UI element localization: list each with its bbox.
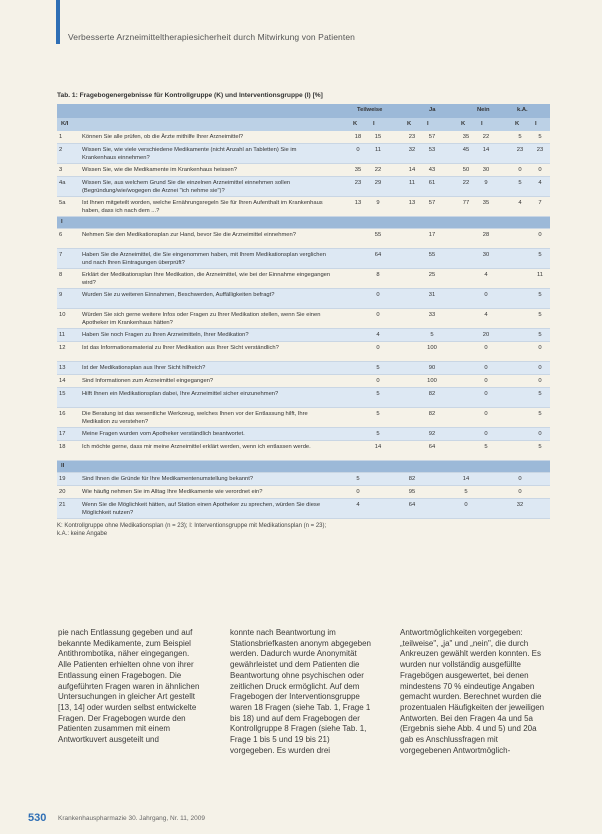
column-header-k: K [353, 121, 358, 127]
row-value: 35 [462, 134, 470, 140]
row-value: 22 [462, 180, 470, 186]
row-question: Ist Ihnen mitgeteilt worden, welche Ernährungsregeln Sie für Ihren Aufenthalt im Krankenhaus haben, dass ich nach dem ...? [82, 200, 323, 214]
row-value: 0 [356, 489, 360, 495]
row-value: 5 [356, 476, 360, 482]
row-number: 20 [59, 489, 66, 495]
row-value: 32 [408, 147, 416, 153]
row-value: 5 [430, 332, 434, 338]
table-row [57, 342, 550, 362]
body-column-3 [400, 628, 546, 756]
row-value: 5 [538, 391, 542, 397]
row-number: 4a [59, 180, 66, 186]
row-value: 33 [428, 312, 436, 318]
row-value: 0 [538, 167, 542, 173]
row-value: 0 [464, 502, 468, 508]
row-value: 11 [408, 180, 416, 186]
row-value: 0 [376, 345, 380, 351]
row-number: 11 [59, 332, 66, 338]
group-header: k.A. [517, 107, 528, 113]
row-value: 0 [376, 292, 380, 298]
column-header-i: I [427, 121, 429, 127]
row-value: 55 [374, 232, 382, 238]
row-value: 31 [428, 292, 436, 298]
row-number: 14 [59, 378, 66, 384]
body-text: konnte nach Beantwortung im Stationsbriefkasten anonym abgegeben werden. Dadurch wurde Anonymität gewährleistet und dem Patienten die Beantwortung ohne psychischen oder zeitlichen Druck ermöglicht. Auf dem Fragebogen der Interventionsgruppe waren 18 Fragen (siehe Tab. 1, Frage 1 bis 18) und auf dem Fragebogen der Kontrollgruppe 8 Fragen (siehe Tab. 1, Frage 1 bis 5 und 19 bis 21) vorgegeben. Es wurden drei [230, 628, 371, 755]
row-question: Wissen Sie, wie die Medikamente im Krankenhaus heissen? [82, 167, 237, 173]
row-value: 0 [538, 378, 542, 384]
section-label: II [61, 463, 65, 469]
table-row [57, 144, 550, 164]
row-value: 64 [428, 444, 436, 450]
row-number: 1 [59, 134, 63, 140]
row-value: 28 [482, 232, 490, 238]
row-value: 61 [428, 180, 436, 186]
group-header: Teilweise [357, 107, 383, 113]
row-value: 64 [374, 252, 382, 258]
row-value: 22 [374, 167, 382, 173]
row-value: 55 [428, 252, 436, 258]
page-number: 530 [28, 812, 47, 824]
row-value: 5 [538, 411, 542, 417]
row-value: 4 [484, 312, 488, 318]
row-value: 5 [518, 134, 522, 140]
row-value: 82 [408, 476, 416, 482]
row-value: 17 [428, 232, 436, 238]
table-row [57, 329, 550, 342]
table-body [57, 131, 550, 519]
table-row [57, 197, 550, 217]
row-value: 0 [484, 345, 488, 351]
table-section-row [57, 461, 550, 473]
row-number: 12 [59, 345, 66, 351]
row-value: 35 [482, 200, 490, 206]
row-question: Erklärt der Medikationsplan Ihre Medikation, die Arzneimittel, wie bei der Einnahme eingegangen wird? [82, 272, 331, 286]
row-value: 4 [356, 502, 360, 508]
row-value: 8 [376, 272, 380, 278]
row-number: 3 [59, 167, 63, 173]
row-value: 82 [428, 411, 436, 417]
row-number: 2 [59, 147, 63, 153]
table-row [57, 428, 550, 441]
row-value: 90 [428, 365, 436, 371]
row-value: 0 [484, 391, 488, 397]
column-header-k: K [461, 121, 466, 127]
row-question: Haben Sie die Arzneimittel, die Sie eingenommen haben, mit Ihrem Medikationsplan verglichen und nach Ihren Eintragungen überprüft? [82, 252, 326, 266]
row-value: 5 [376, 431, 380, 437]
body-column-2 [230, 628, 376, 756]
row-value: 5 [518, 180, 522, 186]
table-row [57, 388, 550, 408]
row-value: 5 [376, 411, 380, 417]
row-value: 4 [484, 272, 488, 278]
row-value: 30 [482, 252, 490, 258]
table-row [57, 177, 550, 197]
row-value: 50 [462, 167, 470, 173]
row-number: 10 [59, 312, 66, 318]
row-value: 45 [462, 147, 470, 153]
row-value: 14 [408, 167, 416, 173]
table-row [57, 441, 550, 461]
table-row [57, 408, 550, 428]
row-number: 8 [59, 272, 63, 278]
row-value: 100 [427, 378, 437, 384]
row-number: 5a [59, 200, 66, 206]
row-question: Wissen Sie, wie viele verschiedene Medikamente (nicht Anzahl an Tabletten) Sie im Krankenhaus einnehmen? [82, 147, 297, 161]
row-value: 0 [518, 476, 522, 482]
row-value: 5 [538, 332, 542, 338]
row-value: 0 [538, 365, 542, 371]
row-question: Ich möchte gerne, dass mir meine Arzneimittel erklärt werden, wenn ich entlassen werde. [82, 444, 311, 450]
row-question: Die Beratung ist das wesentliche Werkzeug, welches Ihnen vor der Entlassung hilft, Ihre Medikation zu verstehen? [82, 411, 308, 425]
table-row [57, 164, 550, 177]
column-header-i: I [535, 121, 537, 127]
table-header-ki [57, 118, 550, 131]
column-header-k: K [407, 121, 412, 127]
row-number: 18 [59, 444, 66, 450]
row-question: Wissen Sie, aus welchem Grund Sie die einzelnen Arzneimittel einnehmen sollen (Begründung/wie/wogegen die Arznei "ich nehme sie")? [82, 180, 291, 194]
row-value: 5 [376, 365, 380, 371]
row-value: 14 [482, 147, 490, 153]
row-question: Haben Sie noch Fragen zu Ihren Arzneimitteln, Ihrer Medikation? [82, 332, 249, 338]
table-row [57, 309, 550, 329]
row-value: 15 [374, 134, 382, 140]
row-value: 53 [428, 147, 436, 153]
results-table [57, 104, 550, 519]
row-value: 0 [484, 292, 488, 298]
row-number: 6 [59, 232, 63, 238]
accent-bar [56, 0, 60, 44]
journal-line: Krankenhauspharmazie 30. Jahrgang, Nr. 11, 2009 [58, 815, 205, 822]
section-label: I [61, 219, 63, 225]
group-header: Nein [477, 107, 490, 113]
row-value: 4 [538, 180, 542, 186]
row-value: 25 [428, 272, 436, 278]
row-question: Sind Ihnen die Gründe für Ihre Medikamentenumstellung bekannt? [82, 476, 254, 482]
table-caption: Tab. 1: Fragebogenergebnisse für Kontrollgruppe (K) und Interventionsgruppe (I) [%] [57, 92, 323, 99]
running-head: Verbesserte Arzneimitteltherapiesicherheit durch Mitwirkung von Patienten [68, 32, 355, 42]
column-header-k: K [515, 121, 520, 127]
row-value: 4 [376, 332, 380, 338]
row-value: 0 [484, 365, 488, 371]
row-value: 4 [518, 200, 522, 206]
table-row [57, 375, 550, 388]
row-value: 95 [408, 489, 416, 495]
row-value: 7 [538, 200, 542, 206]
row-value: 29 [374, 180, 382, 186]
row-value: 9 [484, 180, 488, 186]
row-value: 23 [516, 147, 524, 153]
row-value: 57 [428, 200, 436, 206]
table-row [57, 362, 550, 375]
table-row [57, 486, 550, 499]
row-value: 23 [408, 134, 416, 140]
row-number: 19 [59, 476, 66, 482]
row-number: 21 [59, 502, 66, 508]
row-number: 13 [59, 365, 66, 371]
row-question: Wie häufig nehmen Sie im Alltag Ihre Medikamente wie verordnet ein? [82, 489, 263, 495]
table-row [57, 289, 550, 309]
row-question: Würden Sie sich gerne weitere Infos oder Fragen zu Ihrer Medikation stellen, wenn Sie einen Apotheker im Krankenhaus hätten? [82, 312, 321, 326]
row-number: 16 [59, 411, 66, 417]
column-header-i: I [373, 121, 375, 127]
footnote: k.A.: keine Angabe [57, 531, 108, 537]
footnote: K: Kontrollgruppe ohne Medikationsplan (n = 23); I: Interventionsgruppe mit Medikationsplan (n = 23); [57, 523, 327, 529]
row-value: 13 [408, 200, 416, 206]
row-value: 43 [428, 167, 436, 173]
row-value: 30 [482, 167, 490, 173]
row-question: Hilft Ihnen ein Medikationsplan dabei, Ihre Arzneimittel sicher einzunehmen? [82, 391, 279, 397]
row-number: 9 [59, 292, 63, 298]
table-section-row [57, 217, 550, 229]
row-value: 0 [484, 378, 488, 384]
row-value: 0 [538, 232, 542, 238]
row-value: 5 [376, 391, 380, 397]
row-question: Nehmen Sie den Medikationsplan zur Hand, bevor Sie die Arzneimittel einnehmen? [82, 232, 296, 238]
row-value: 5 [538, 134, 542, 140]
row-value: 0 [518, 489, 522, 495]
row-value: 0 [538, 431, 542, 437]
table-row [57, 249, 550, 269]
row-value: 5 [464, 489, 468, 495]
row-value: 57 [428, 134, 436, 140]
row-value: 11 [374, 147, 382, 153]
row-question: Wenn Sie die Möglichkeit hätten, auf Station einen Apotheker zu sprechen, würden Sie diese Möglichkeit nutzen? [82, 502, 321, 516]
row-value: 5 [538, 444, 542, 450]
row-question: Ist der Medikationsplan aus Ihrer Sicht hilfreich? [82, 365, 206, 371]
row-value: 13 [354, 200, 362, 206]
row-value: 0 [484, 411, 488, 417]
row-value: 77 [462, 200, 470, 206]
row-value: 64 [408, 502, 416, 508]
row-value: 5 [538, 292, 542, 298]
row-number: 17 [59, 431, 66, 437]
row-value: 23 [354, 180, 362, 186]
row-value: 32 [516, 502, 524, 508]
row-value: 0 [538, 345, 542, 351]
row-value: 82 [428, 391, 436, 397]
row-value: 0 [484, 431, 488, 437]
column-header-question: K/I [61, 121, 69, 127]
row-value: 0 [356, 147, 360, 153]
table-row [57, 229, 550, 249]
table-row [57, 499, 550, 519]
body-text: pie nach Entlassung gegeben und auf bekannte Medikamente, zum Beispiel Antithrombotika, näher eingegangen. Alle Patienten erhielten ohne von ihrer Entlassung einen Fragebogen. Die aufgeführten Fragen waren in ähnlichen Untersuchungen in gleicher Art gestellt [13, 14] oder wurden selbst entwickelte Fragen. Der Fragebogen wurde den Patienten zusammen mit einem Antwortkuvert ausgeteilt und [58, 628, 200, 745]
row-value: 5 [484, 444, 488, 450]
row-question: Sind Informationen zum Arzneimittel eingegangen? [82, 378, 214, 384]
row-question: Ist das Informationsmaterial zu Ihrer Medikation aus Ihrer Sicht verständlich? [82, 345, 279, 351]
row-value: 0 [518, 167, 522, 173]
row-value: 14 [462, 476, 470, 482]
row-value: 0 [376, 312, 380, 318]
row-value: 100 [427, 345, 437, 351]
row-value: 0 [376, 378, 380, 384]
row-value: 92 [428, 431, 436, 437]
page-footer [0, 798, 602, 834]
row-number: 15 [59, 391, 66, 397]
row-question: Wurden Sie zu weiteren Einnahmen, Beschwerden, Auffälligkeiten befragt? [82, 292, 275, 298]
body-text: Antwortmöglichkeiten vorgegeben: „teilweise", „ja" und „nein", die durch Ankreuzen gewählt werden konnten. Es wurden nur vollständig ausgefüllte Fragebögen ausgewertet, bei denen mindestens 70 % eindeutige Angaben gemacht wurden. Berechnet wurden die prozentualen Häufigkeiten der jeweiligen Antworten. Bei den Fragen 4a und 5a (Ergebnis siehe Abb. 4 und 5) und 20a gab es Anschlussfragen mit vorgegebenen Antwortmöglich- [400, 628, 545, 755]
table-row [57, 269, 550, 289]
row-value: 35 [354, 167, 362, 173]
column-header-i: I [481, 121, 483, 127]
row-question: Können Sie alle prüfen, ob die Ärzte mithilfe Ihrer Arzneimittel? [82, 134, 244, 140]
row-value: 22 [482, 134, 490, 140]
row-question: Meine Fragen wurden vom Apotheker verständlich beantwortet. [82, 431, 245, 437]
row-value: 5 [538, 252, 542, 258]
table-row [57, 473, 550, 486]
row-value: 20 [482, 332, 490, 338]
row-value: 11 [536, 272, 544, 278]
row-value: 5 [538, 312, 542, 318]
row-value: 9 [376, 200, 380, 206]
table-row [57, 131, 550, 144]
table-header-groups [57, 104, 550, 118]
row-number: 7 [59, 252, 63, 258]
row-value: 14 [374, 444, 382, 450]
row-value: 18 [354, 134, 362, 140]
row-value: 23 [536, 147, 544, 153]
group-header: Ja [429, 107, 436, 113]
body-column-1 [58, 628, 204, 746]
